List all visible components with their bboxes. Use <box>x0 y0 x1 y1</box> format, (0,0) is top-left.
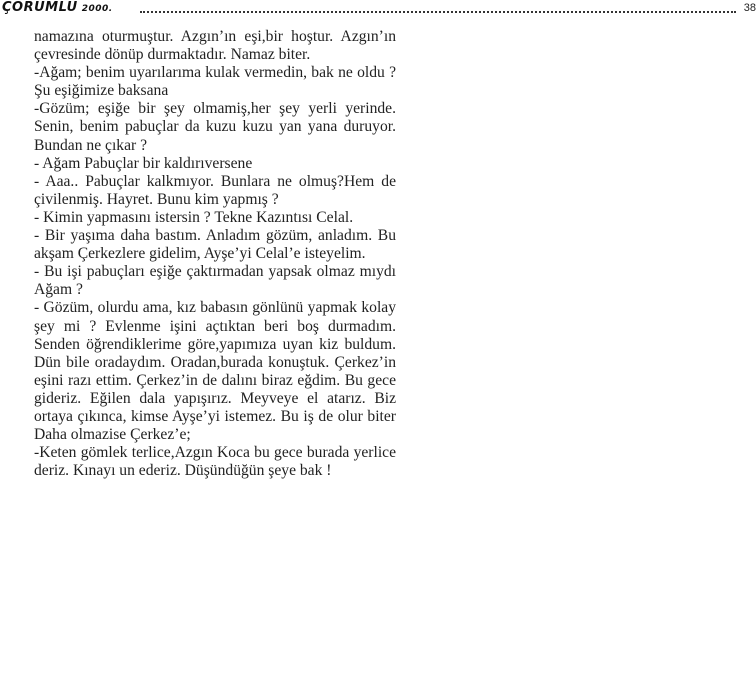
brand-year: 2000. <box>81 4 113 14</box>
brand-name: ÇORUMLU <box>2 0 78 15</box>
page-number: 38 <box>743 2 756 14</box>
paragraph: - Ağam Pabuçlar bir kaldırıversene <box>34 154 253 172</box>
paragraph: - Aaa.. Pabuçlar kalkmıyor. Bunlara ne olmuş?Hem de çivilenmiş. Hayret. Bunu kim yapmış ? <box>34 172 396 208</box>
paragraph: -Gözüm; eşiğe bir şey olmamiş,her şey yerli yerinde. Senin, benim pabuçlar da kuzu kuzu yan yana duruyor. Bundan ne çıkar ? <box>34 100 396 154</box>
paragraph: -Keten gömlek terlice,Azgın Koca bu gece burada yerlice deriz. Kınayı un ederiz. Düşündüğün şeye bak ! <box>34 444 396 480</box>
paragraph: - Bir yaşıma daha bastım. Anladım gözüm, anladım. Bu akşam Çerkezlere gidelim, Ayşe’yi Celal’e isteyelim. <box>34 227 396 263</box>
paragraph: -Ağam; benim uyarılarıma kulak vermedin, bak ne oldu ? Şu eşiğimize baksana <box>34 64 396 100</box>
text-column <box>34 28 396 480</box>
page-header <box>2 0 756 16</box>
dotted-leader <box>140 11 736 13</box>
paragraph: - Gözüm, olurdu ama, kız babasın gönlünü yapmak kolay şey mi ? Evlenme işini açtıktan beri boş durmadım. Senden öğrendiklerime göre,yapımıza uyan kiz buldum. Dün bile oradaydım. Oradan,burada konuştuk. Çerkez’in eşini razı ettim. Çerkez’in de dalını biraz eğdim. Bu gece gideriz. Eğilen dala yapışırız. Meyveye el atarız. Biz ortaya çıkınca, kimse Ayşe’yi istemez. Bu iş de olur biter Daha olmazise Çerkez’e; <box>34 299 396 444</box>
paragraph: - Kimin yapmasını istersin ? Tekne Kazıntısı Celal. <box>34 208 354 226</box>
publication-title <box>2 0 113 15</box>
paragraph: namazına oturmuştur. Azgın’ın eşi,bir hoştur. Azgın’ın çevresinde dönüp durmaktadır. Namaz biter. <box>34 28 396 64</box>
paragraph: - Bu işi pabuçları eşiğe çaktırmadan yapsak olmaz mıydı Ağam ? <box>34 263 396 299</box>
